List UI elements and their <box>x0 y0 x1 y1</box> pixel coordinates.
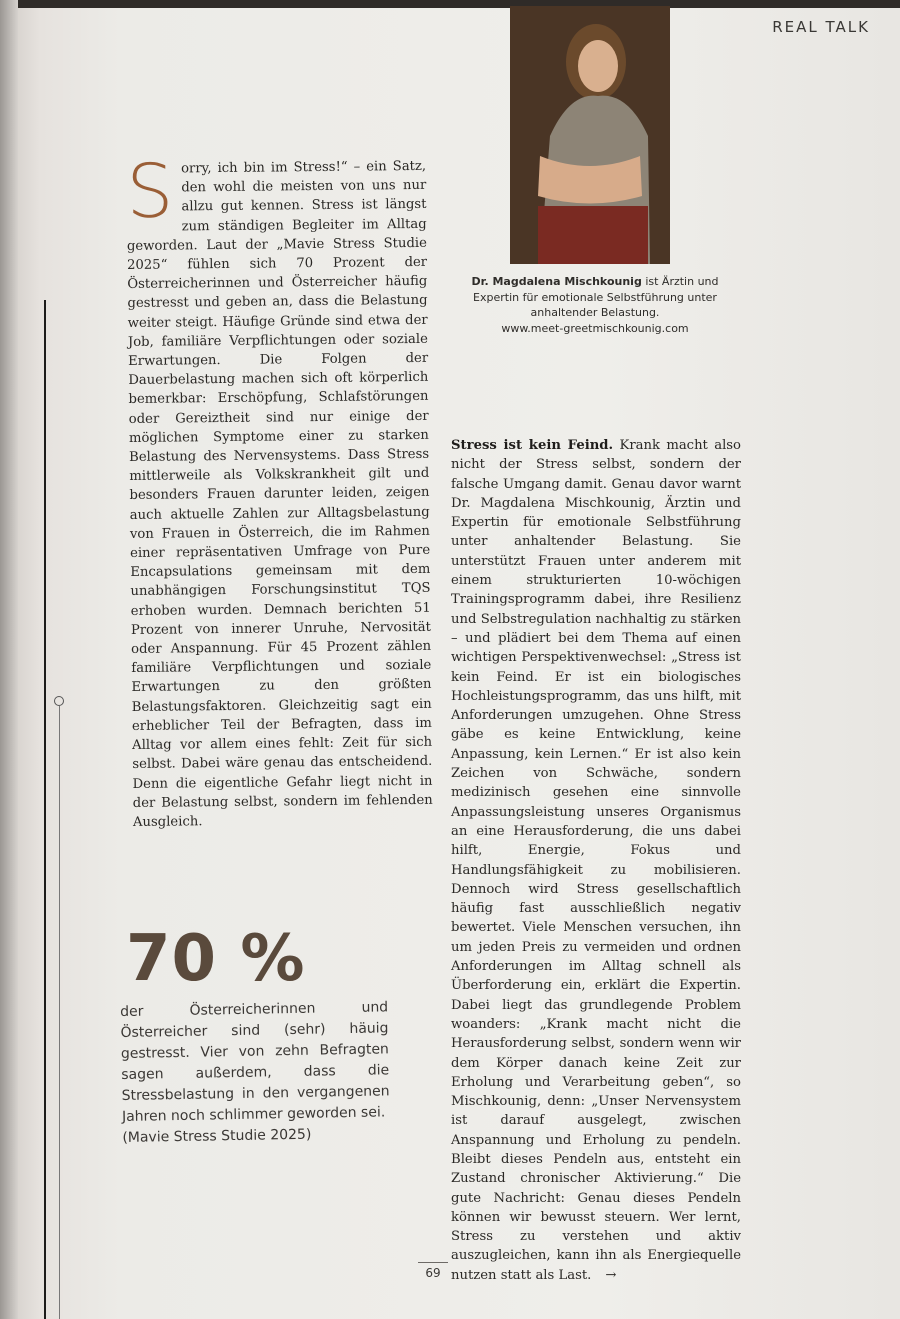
subheading-lead: Stress ist kein Feind. <box>451 438 614 453</box>
left-column-text: orry, ich bin im Stress!“ – ein Satz, den wohl die meisten von uns nur allzu gut kennen. Stress ist längst zum ständigen Begleiter im Alltag geworden. Laut der „Mavie Stress Studie 2025“ fühlen sich 70 Prozent der Österreicherinnen und Österreicher häufig gestresst und geben an, dass die Belastung weiter steigt. Häufige Gründe sind etwa der Job, familiäre Verpflichtungen oder soziale Erwartungen. Die Folgen der Dauerbelastung machen sich oft körperlich bemerkbar: Erschöpfung, Schlafstörungen oder Gereiztheit sind nur einige der möglichen Symptome einer zu starken Belastung des Nervensystems. Dass Stress mittlerweile als Volkskrankheit gilt und besonders Frauen darunter leiden, zeigen auch aktuelle Zahlen zur Alltagsbelastung von Frauen in Österreich, die im Rahmen einer repräsentativen Umfrage von Pure Encapsulations gemeinsam mit dem unabhängigen Forschungsinstitut TQS erhoben wurden. Demnach berichten 51 Prozent von innerer Unruhe, Nervosität oder Anspannung. Für 45 Prozent zählen familiäre Verpflichtungen und soziale Erwartungen zu den größten Belastungsfaktoren. Gleichzeitig sagt ein erheblicher Teil der Befragten, dass im Alltag vor allem eines fehlt: Zeit für sich selbst. Dabei wäre genau das entscheidend. Denn die eigentliche Gefahr liegt nicht in der Belastung selbst, sondern im fehlenden Ausgleich. <box>126 158 433 830</box>
portrait-photo <box>510 6 670 264</box>
caption-url[interactable]: www.meet-greetmischkounig.com <box>501 321 689 335</box>
section-label: REAL TALK <box>772 18 870 36</box>
page-number: 69 <box>425 1266 441 1280</box>
drop-cap: S <box>125 148 174 235</box>
photo-caption <box>470 274 720 336</box>
marker-line <box>59 706 60 1319</box>
left-column <box>125 148 433 832</box>
caption-name: Dr. Magdalena Mischkounig <box>471 275 642 288</box>
right-column <box>451 436 741 1285</box>
right-column-text: Krank macht also nicht der Stress selbst, sondern der falsche Umgang damit. Genau davor warnt Dr. Magdalena Mischkounig, Ärztin und Expertin für emotionale Selbstführung unter anhaltender Belastung. Sie unterstützt Frauen unter anderem mit einem strukturierten 10-wöchigen Trainingsprogramm dabei, ihre Resilienz und Selbstregulation nachhaltig zu stärken – und plädiert bei dem Thema auf einen wichtigen Perspektivenwechsel: „Stress ist kein Feind. Er ist ein biologisches Hochleistungsprogramm, das uns hilft, mit Anforderungen umzugehen. Ohne Stress gäbe es keine Entwicklung, keine Anpassung, kein Lernen.“ Er ist also kein Zeichen von Schwäche, sondern medizinisch gesehen eine sinnvolle Anpassungsleistung unseres Organismus an eine Herausforderung, die uns dabei hilft, Energie, Fokus und Handlungsfähigkeit zu mobilisieren. Dennoch wird Stress gesellschaftlich häufig fast ausschließlich negativ bewertet. Viele Menschen versuchen, ihn um jeden Preis zu vermeiden und ordnen Anforderungen im Alltag schnell als Überforderung ein, erklärt die Expertin. Dabei liegt das grundlegende Problem woanders: „Krank macht nicht die Herausforderung selbst, sondern wenn wir dem Körper danach keine Zeit zur Erholung und Verarbeitung geben“, so Mischkounig, denn: „Unser Nervensystem ist darauf ausgelegt, zwischen Anspannung und Erholung zu pendeln. Bleibt dieses Pendeln aus, entsteht ein Zustand chronischer Aktivierung.“ Die gute Nachricht: Genau dieses Pendeln können wir bewusst steuern. Wer lernt, Stress zu verstehen und aktiv auszugleichen, kann ihn als Energiequelle nutzen statt als Last. <box>451 438 741 1283</box>
portrait-illustration <box>510 6 670 264</box>
gutter-line <box>44 300 46 1319</box>
folio-rule <box>418 1262 448 1263</box>
caption-description: ist Ärztin und Expertin für emotionale Selbstführung unter anhaltender Belastung. <box>473 275 719 319</box>
stat-description: der Österreicherinnen und Österreicher sind (sehr) häuig gestresst. Vier von zehn Befragten sagen außerdem, dass die Stressbelastung in den vergangenen Jahren noch schlimmer geworden sei. <box>120 999 390 1125</box>
top-edge <box>0 0 900 8</box>
stat-number: 70 % <box>126 922 306 996</box>
spine-shadow <box>0 0 18 1319</box>
continue-arrow-icon: → <box>605 1267 617 1283</box>
stat-source: (Mavie Stress Studie 2025) <box>122 1126 312 1146</box>
marker-circle-icon <box>54 696 64 706</box>
stat-text <box>120 997 391 1149</box>
